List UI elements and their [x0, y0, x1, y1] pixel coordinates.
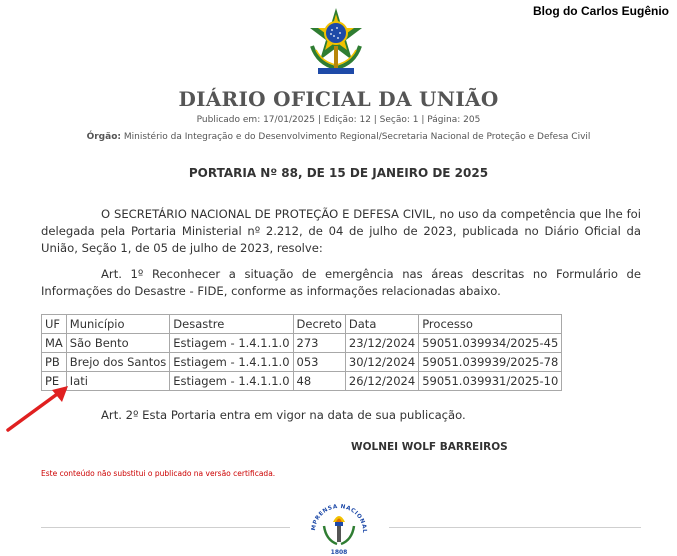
table-row [42, 372, 562, 391]
paragraph-art1: Art. 1º Reconhecer a situação de emergência nas áreas descritas no Formulário de Informações do Desastre - FIDE, conforme as informações relacionadas abaixo. [41, 267, 641, 298]
orgao-label: Órgão: [86, 132, 121, 142]
cell-municipio: Brejo dos Santos [66, 353, 169, 372]
divider-right [389, 527, 641, 528]
coat-of-arms-icon [304, 6, 368, 78]
table-row [42, 334, 562, 353]
header-cell: Data [345, 315, 418, 334]
cell-uf: PB [42, 353, 67, 372]
cell-processo: 59051.039939/2025-78 [419, 353, 562, 372]
cell-desastre: Estiagem - 1.4.1.1.0 [170, 353, 293, 372]
table-header-row [42, 315, 562, 334]
cell-municipio: Iati [66, 372, 169, 391]
cell-desastre: Estiagem - 1.4.1.1.0 [170, 372, 293, 391]
table-row [42, 353, 562, 372]
cell-municipio: São Bento [66, 334, 169, 353]
cell-decreto: 273 [293, 334, 345, 353]
paragraph-art2: Art. 2º Esta Portaria entra em vigor na data de sua publicação. [101, 408, 466, 422]
municipalities-table [41, 314, 562, 391]
header-cell: Decreto [293, 315, 345, 334]
cell-decreto: 053 [293, 353, 345, 372]
newspaper-title: DIÁRIO OFICIAL DA UNIÃO [178, 87, 499, 111]
cell-processo: 59051.039934/2025-45 [419, 334, 562, 353]
header-cell: Município [66, 315, 169, 334]
cell-desastre: Estiagem - 1.4.1.1.0 [170, 334, 293, 353]
blog-watermark: Blog do Carlos Eugênio [532, 4, 669, 18]
divider-left [41, 527, 290, 528]
cell-processo: 59051.039931/2025-10 [419, 372, 562, 391]
seal-text: MPRENSA NACIONAL [310, 503, 368, 534]
cell-uf: MA [42, 334, 67, 353]
publication-meta: Publicado em: 17/01/2025 | Edição: 12 | Seção: 1 | Página: 205 [196, 115, 481, 125]
svg-text:IMPRENSA NACIONAL [306, 496, 367, 534]
cell-data: 30/12/2024 [345, 353, 418, 372]
seal-year: 1808 [330, 549, 348, 556]
cell-uf: PE [42, 372, 67, 391]
orgao-line [0, 132, 677, 142]
header-cell: Desastre [170, 315, 293, 334]
header-cell: UF [42, 315, 67, 334]
orgao-value: Ministério da Integração e do Desenvolvimento Regional/Secretaria Nacional de Proteção e Defesa Civil [123, 132, 591, 142]
red-arrow-icon [4, 382, 74, 434]
signature: WOLNEI WOLF BARREIROS [351, 441, 508, 453]
portaria-title: PORTARIA Nº 88, DE 15 DE JANEIRO DE 2025 [188, 166, 489, 180]
disclaimer: Este conteúdo não substitui o publicado na versão certificada. [41, 469, 276, 478]
cell-data: 26/12/2024 [345, 372, 418, 391]
cell-data: 23/12/2024 [345, 334, 418, 353]
cell-decreto: 48 [293, 372, 345, 391]
imprensa-nacional-seal-icon [306, 496, 372, 556]
header-cell: Processo [419, 315, 562, 334]
paragraph-preamble: O SECRETÁRIO NACIONAL DE PROTEÇÃO E DEFESA CIVIL, no uso da competência que lhe foi delegada pela Portaria Ministerial nº 2.212, de 04 de julho de 2023, publicada no Diário Oficial da União, Seção 1, de 05 de julho de 2023, resolve: [41, 207, 641, 255]
